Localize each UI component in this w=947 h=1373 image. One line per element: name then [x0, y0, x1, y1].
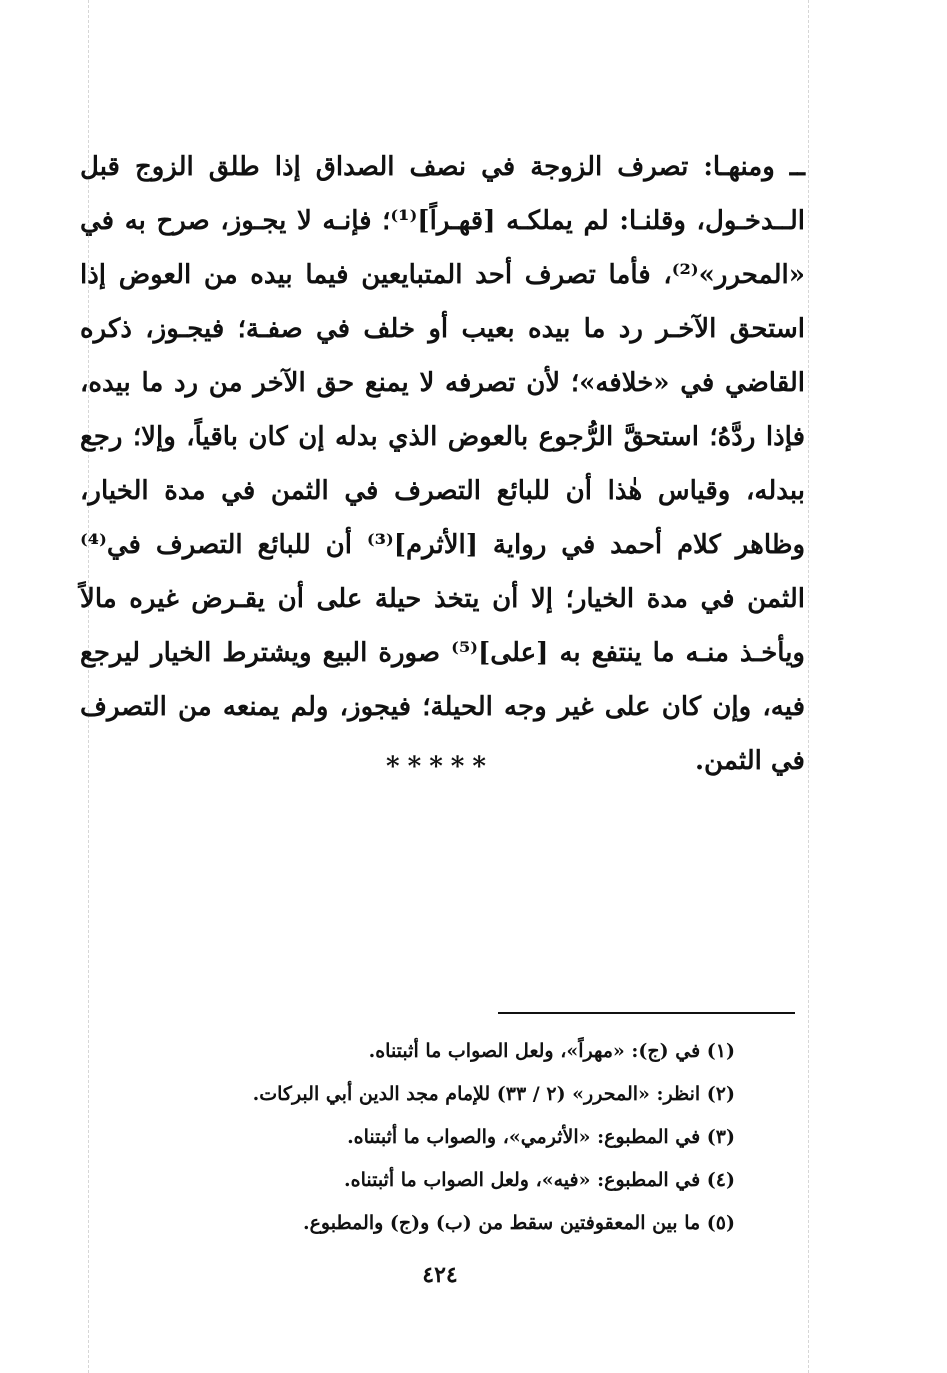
footnote-2: (٢) انظر: «المحرر» (٢ / ٣٣) للإمام مجد الدين أبي البركات.	[252, 1083, 735, 1105]
section-separator-stars: *****	[386, 752, 494, 782]
footnotes-block	[180, 1030, 735, 1245]
main-paragraph: ــ ومنهـا: تصرف الزوجة في نصف الصداق إذا طلق الزوج قبل الــدخـول، وقلنـا: لم يملكـه [قهـراً]⁽¹⁾؛ فإنـه لا يجـوز، صرح به في «المحرر»⁽²⁾، فأما تصرف أحد المتبايعين فيما بيده من العوض إذا استحق الآخـر رد ما بيده بعيب أو خلف في صفـة؛ فيجـوز، ذكره القاضي في «خلافه»؛ لأن تصرفه لا يمنع حق الآخر من رد ما بيده، فإذا ردَّهُ؛ استحقَّ الرُّجوع بالعوض الذي بدله إن كان باقياً، وإلا؛ رجع ببدله، وقياس هٰذا أن للبائع التصرف في الثمن في مدة الخيار، وظاهر كلام أحمد في رواية [الأثرم]⁽³⁾ أن للبائع التصرف في⁽⁴⁾ الثمن في مدة الخيار؛ إلا أن يتخذ حيلة على أن يقـرض غيره مالاً ويأخـذ منـه ما ينتفع به [على]⁽⁵⁾ صورة البيع ويشترط الخيار ليرجع فيه، وإن كان على غير وجه الحيلة؛ فيجوز، ولم يمنعه من التصرف في الثمن.	[80, 152, 805, 776]
footnote-separator-rule	[498, 1012, 795, 1014]
footnote-4: (٤) في المطبوع: «فيه»، ولعل الصواب ما أثبتناه.	[344, 1169, 735, 1191]
main-text-block	[80, 140, 805, 788]
page-number: ٤٢٤	[422, 1262, 458, 1288]
footnote-5: (٥) ما بين المعقوفتين سقط من (ب) و(ج) والمطبوع.	[302, 1212, 735, 1234]
right-guide-line	[808, 0, 809, 1373]
footnote-3: (٣) في المطبوع: «الأثرمي»، والصواب ما أثبتناه.	[347, 1126, 735, 1148]
footnote-1: (١) في (ج): «مهراً»، ولعل الصواب ما أثبتناه.	[368, 1040, 735, 1062]
